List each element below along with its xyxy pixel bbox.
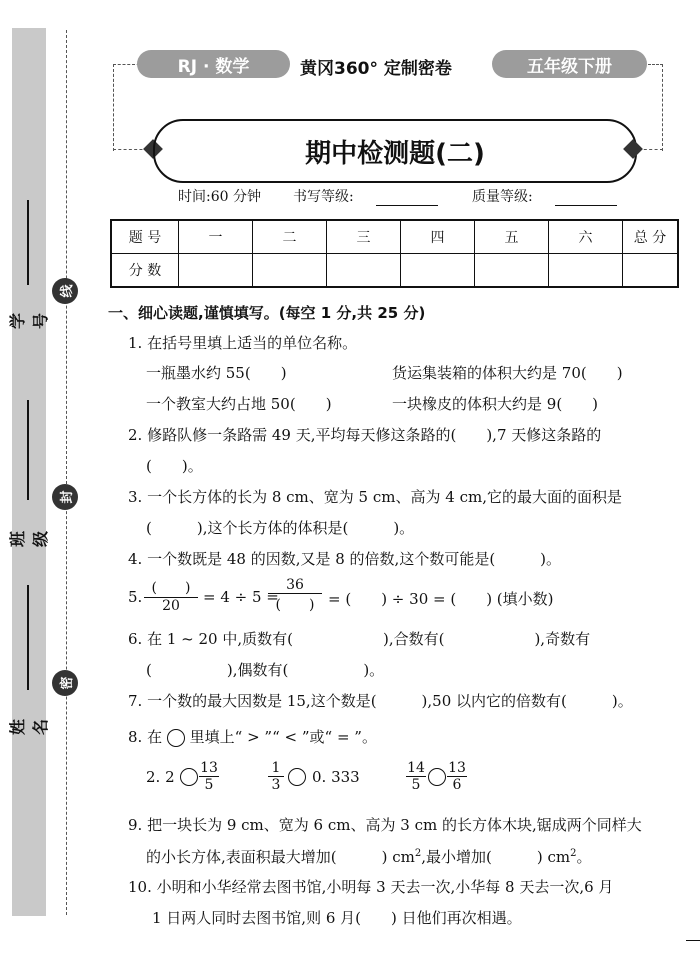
q5-f1-numerator: ( ) (151, 580, 191, 596)
q8-stem-post: 里填上“ > ”“ < ”或“ = ”。 (189, 728, 377, 746)
seal-secret: 密 (52, 670, 78, 696)
q8-c1-left: 2. 2 (146, 768, 175, 786)
q5-f2-numerator: 36 (286, 577, 304, 593)
writing-grade-blank (376, 205, 438, 206)
seal-line: 线 (52, 278, 78, 304)
q5-number: 5. (128, 588, 143, 606)
q1-c: 一个教室大约占地 50( ) (146, 395, 332, 413)
circle-icon (167, 729, 185, 747)
score-header-cell: 四 (401, 220, 475, 254)
q5-tail: = ( ) ÷ 30 = ( ) (填小数) (328, 590, 554, 608)
score-header-cell: 题 号 (111, 220, 179, 254)
q9-line2-a: 的小长方体,表面积最大增加( ) cm (146, 848, 415, 866)
q8-c3-lbottom: 5 (406, 776, 426, 793)
score-table (110, 219, 679, 288)
q2-line2: ( )。 (146, 457, 203, 475)
grade-tag: 五年级下册 (492, 50, 647, 78)
q7-text: 7. 一个数的最大因数是 15,这个数是( ),50 以内它的倍数有( )。 (128, 692, 633, 710)
seal-seal: 封 (52, 484, 78, 510)
header-bracket-left-v (113, 64, 114, 151)
q6-line1: 6. 在 1 ~ 20 中,质数有( ),合数有( ),奇数有 (128, 630, 591, 648)
binding-strip (12, 28, 46, 916)
q5-f1-denominator: 20 (144, 597, 198, 614)
corner-mark (686, 940, 700, 941)
q1-b: 货运集装箱的体积大约是 70( ) (392, 364, 623, 382)
score-header-cell: 总 分 (623, 220, 679, 254)
q5-fraction-2 (268, 577, 322, 614)
page-title: 期中检测题(二) (153, 119, 637, 183)
q8-c1-bottom: 5 (199, 776, 219, 793)
q8-c2-right: 0. 333 (312, 768, 360, 786)
q8-c3-circle-icon[interactable] (428, 768, 446, 786)
q8-c1-circle-icon[interactable] (180, 768, 198, 786)
score-header-cell: 六 (549, 220, 623, 254)
q5-middle: = 4 ÷ 5 = (203, 588, 279, 606)
score-cell[interactable] (549, 254, 623, 288)
q9-line2-b: ,最小增加( ) cm (421, 848, 571, 866)
q8-c2-bottom: 3 (268, 776, 284, 793)
cut-line (66, 30, 67, 915)
q8-c3-ltop: 14 (407, 760, 425, 776)
quality-grade-label: 质量等级: (472, 189, 533, 205)
score-cell[interactable] (475, 254, 549, 288)
writing-grade-label: 书写等级: (293, 189, 354, 205)
score-header-cell: 一 (179, 220, 253, 254)
score-header-cell: 三 (327, 220, 401, 254)
q5-fraction-1 (144, 577, 198, 614)
q1-a: 一瓶墨水约 55( ) (146, 364, 287, 382)
q10-line1: 10. 小明和小华经常去图书馆,小明每 3 天去一次,小华每 8 天去一次,6 月 (128, 878, 614, 896)
q9-line2-end: 。 (576, 848, 592, 866)
score-row-label: 分 数 (111, 254, 179, 288)
q3-line1: 3. 一个长方体的长为 8 cm、宽为 5 cm、高为 4 cm,它的最大面的面积是 (128, 488, 622, 506)
score-cell[interactable] (179, 254, 253, 288)
score-cell[interactable] (401, 254, 475, 288)
score-header-row (111, 220, 678, 254)
q8-c2-fraction (268, 760, 284, 793)
score-header-cell: 二 (253, 220, 327, 254)
class-label: 班级 (8, 531, 50, 548)
q9-sup-2: 2 (570, 848, 577, 859)
q8-c3-rtop: 13 (448, 760, 466, 776)
q10-line2: 1 日两人同时去图书馆,则 6 月( ) 日他们再次相遇。 (152, 909, 522, 927)
q1-stem: 1. 在括号里填上适当的单位名称。 (128, 334, 358, 352)
q9-line2 (146, 846, 592, 867)
q4-text: 4. 一个数既是 48 的因数,又是 8 的倍数,这个数可能是( )。 (128, 550, 562, 568)
q8-c3-rbottom: 6 (447, 776, 467, 793)
class-line (27, 400, 29, 500)
header-bracket-right (648, 64, 663, 151)
q6-line2: ( ),偶数有( )。 (146, 661, 385, 679)
q8-c3-right-fraction (447, 760, 467, 793)
score-cell[interactable] (327, 254, 401, 288)
q8-c1-fraction (199, 760, 219, 793)
q9-sup-1: 2 (414, 848, 422, 859)
q8-c2-top: 1 (271, 760, 281, 776)
time-info: 时间:60 分钟 (178, 189, 261, 205)
brand-text: 黄冈360° 定制密卷 (300, 59, 452, 79)
q9-line1: 9. 把一块长为 9 cm、宽为 6 cm、高为 3 cm 的长方体木块,锯成两个同样大 (128, 816, 642, 834)
student-id-line (27, 200, 29, 285)
q8-stem-pre: 8. 在 (128, 728, 163, 746)
q5-f2-denominator: ( ) (268, 593, 322, 614)
q3-line2: ( ),这个长方体的体积是( )。 (146, 519, 415, 537)
student-id-label: 学号 (8, 313, 50, 330)
quality-grade-blank (555, 205, 617, 206)
name-label: 姓名 (8, 719, 50, 736)
q8-stem (128, 726, 377, 747)
q8-c3-left-fraction (406, 760, 426, 793)
score-value-row (111, 254, 678, 288)
q2-line1: 2. 修路队修一条路需 49 天,平均每天修这条路的( ),7 天修这条路的 (128, 426, 602, 444)
subject-tag: RJ · 数学 (137, 50, 290, 78)
section-1-heading: 一、细心读题,谨慎填写。(每空 1 分,共 25 分) (108, 304, 426, 322)
name-line (27, 585, 29, 690)
score-header-cell: 五 (475, 220, 549, 254)
q8-c2-circle-icon[interactable] (288, 768, 306, 786)
q8-c1-top: 13 (200, 760, 218, 776)
score-cell[interactable] (623, 254, 679, 288)
score-cell[interactable] (253, 254, 327, 288)
q1-d: 一块橡皮的体积大约是 9( ) (392, 395, 599, 413)
